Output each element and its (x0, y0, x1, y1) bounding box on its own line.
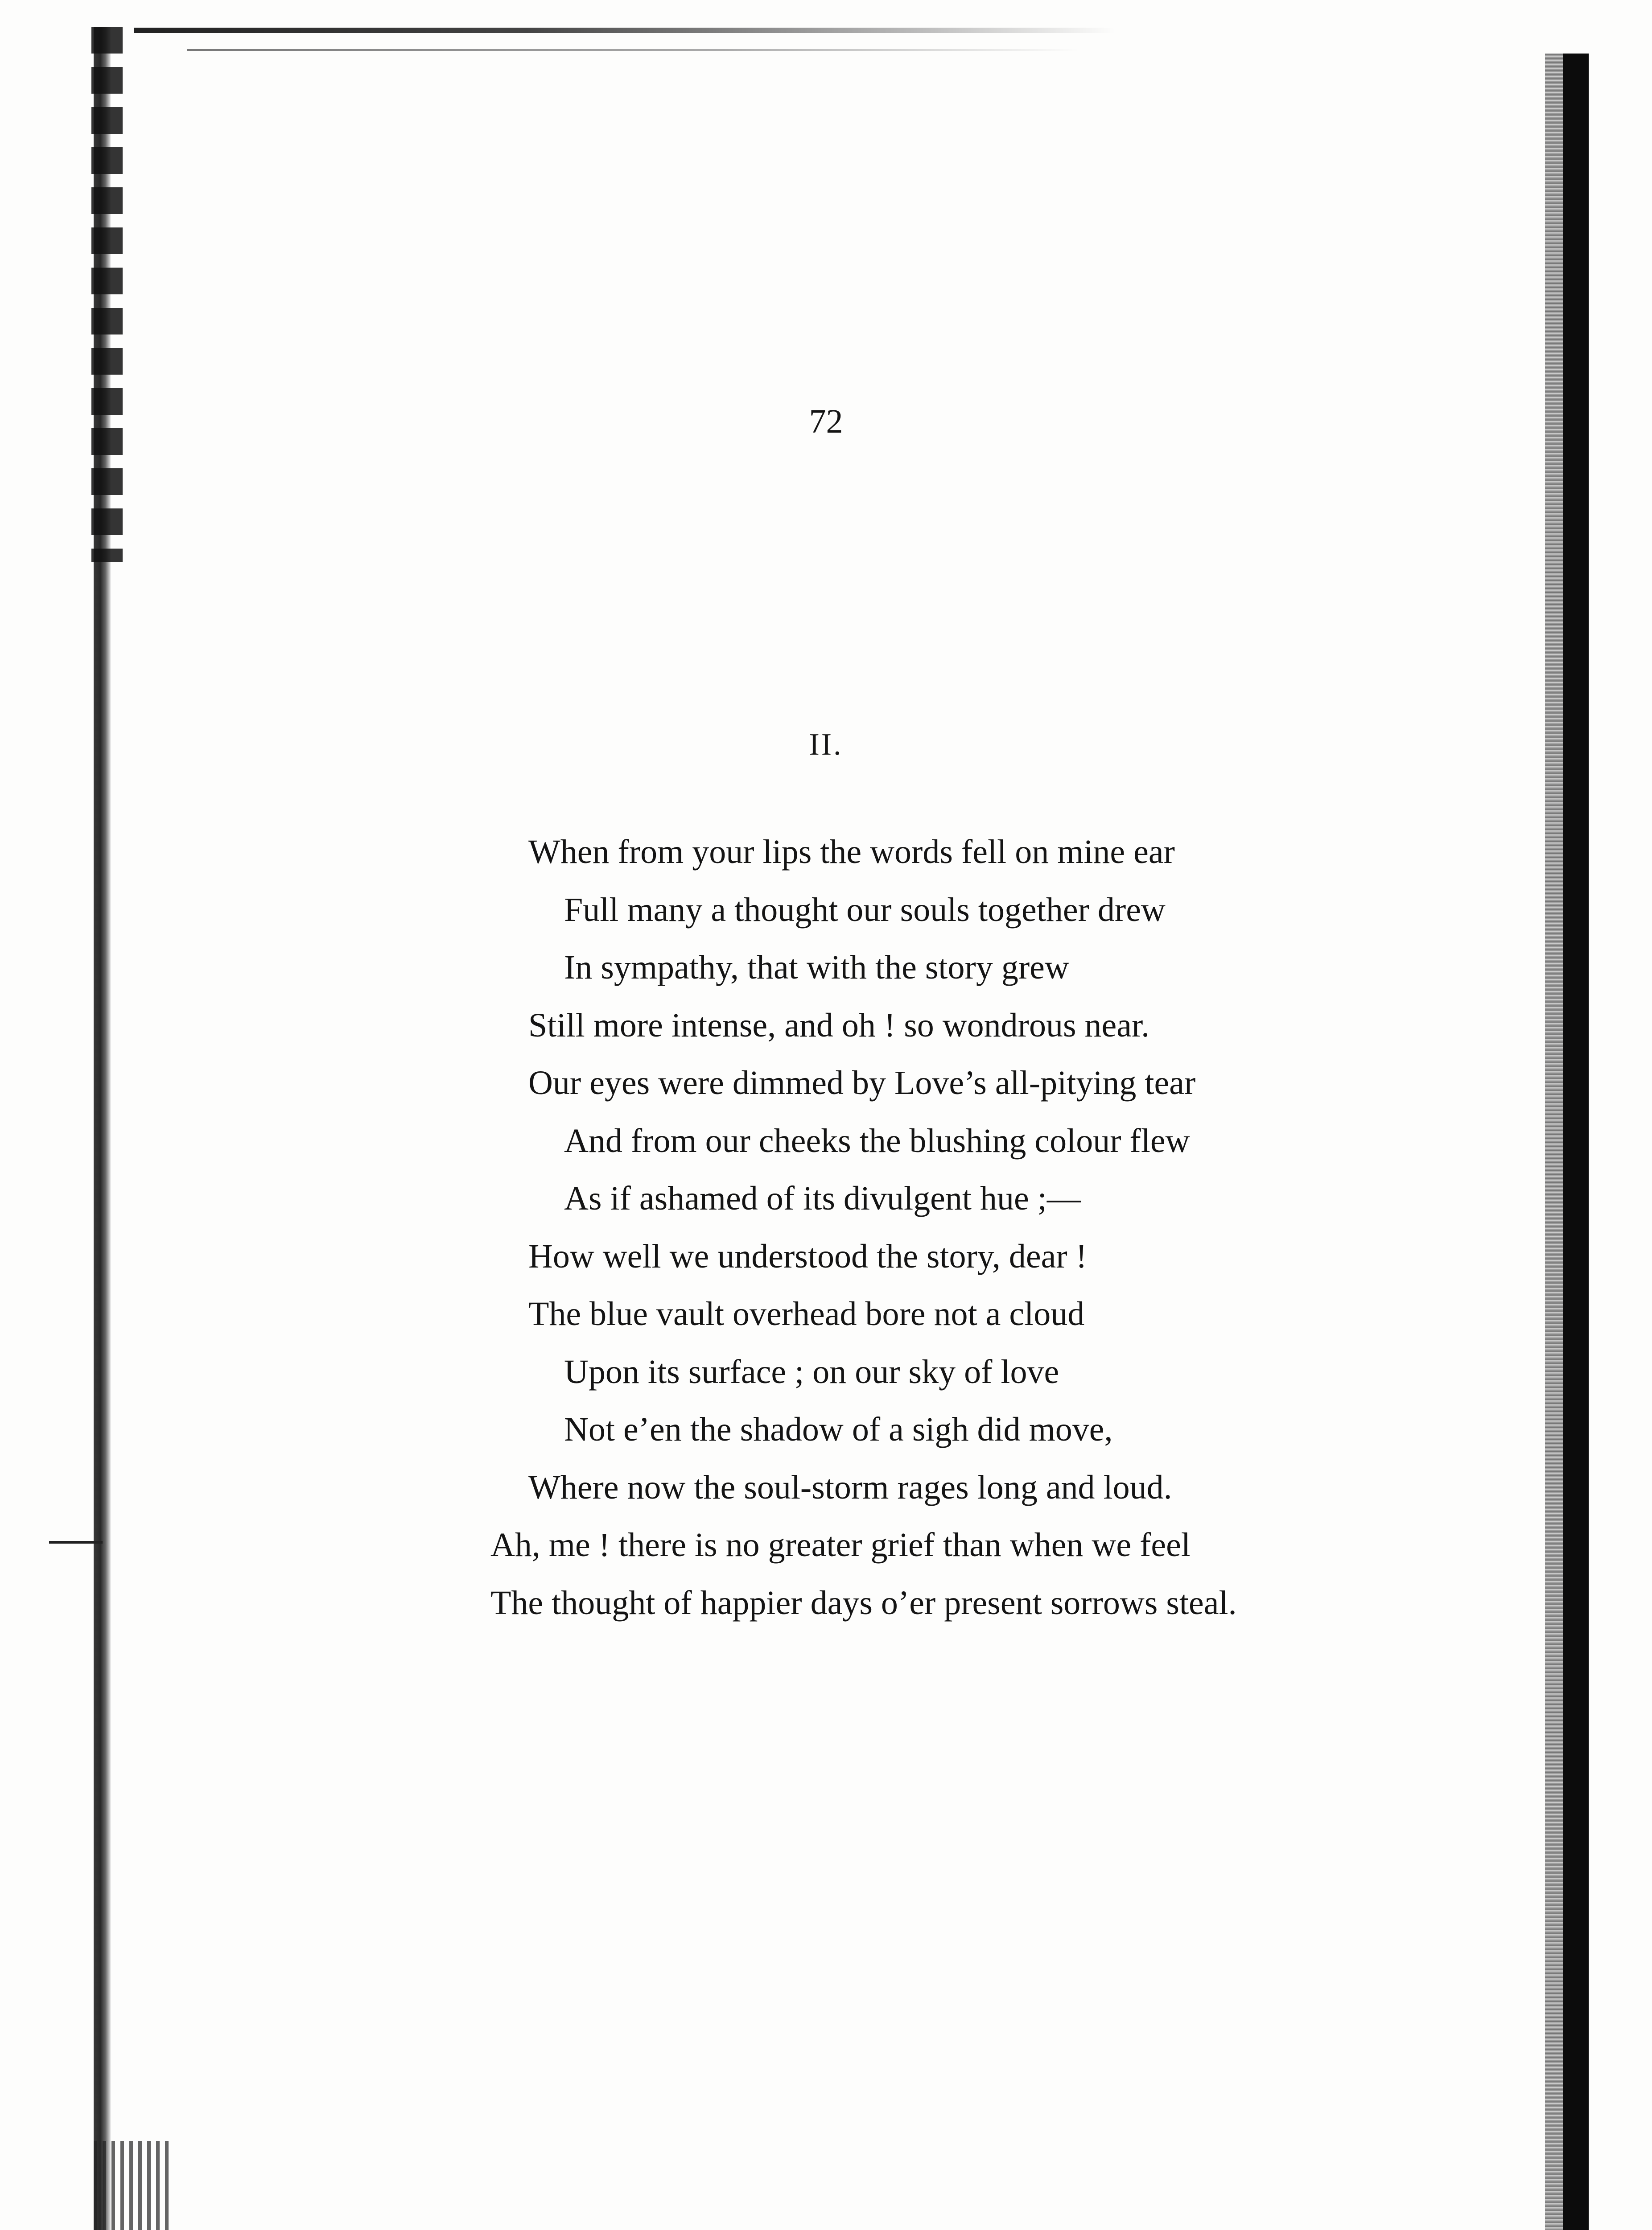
poem-line: Where now the soul-storm rages long and loud. (528, 1468, 1172, 1506)
scan-bottom-left-marks (94, 2141, 174, 2230)
poem-line: Our eyes were dimmed by Love’s all-pitying tear (528, 1064, 1196, 1102)
poem-line: And from our cheeks the blushing colour flew (564, 1122, 1190, 1160)
scan-edge-top (134, 28, 1115, 33)
poem-line: Not e’en the shadow of a sigh did move, (564, 1411, 1113, 1448)
section-heading: II. (809, 727, 843, 762)
poem-line: In sympathy, that with the story grew (564, 949, 1069, 986)
poem-line: As if ashamed of its divulgent hue ;— (564, 1180, 1081, 1217)
scan-edge-right-fringe (1545, 54, 1563, 2230)
scan-left-tick (49, 1541, 103, 1544)
scan-edge-left-marks (91, 27, 123, 562)
poem-line: Ah, me ! there is no greater grief than when we feel (490, 1526, 1191, 1564)
poem-line: How well we understood the story, dear ! (528, 1237, 1087, 1275)
poem-line: The blue vault overhead bore not a cloud (528, 1295, 1085, 1333)
scan-edge-top-thin (187, 49, 1079, 51)
poem-line: Still more intense, and oh ! so wondrous near. (528, 1006, 1150, 1044)
poem-line: The thought of happier days o’er present sorrows steal. (490, 1584, 1237, 1622)
poem-line: When from your lips the words fell on mine ear (528, 833, 1175, 871)
poem-line: Upon its surface ; on our sky of love (564, 1353, 1059, 1391)
page-number: 72 (809, 403, 843, 440)
scan-edge-right (1563, 54, 1589, 2230)
poem-line: Full many a thought our souls together drew (564, 891, 1166, 929)
